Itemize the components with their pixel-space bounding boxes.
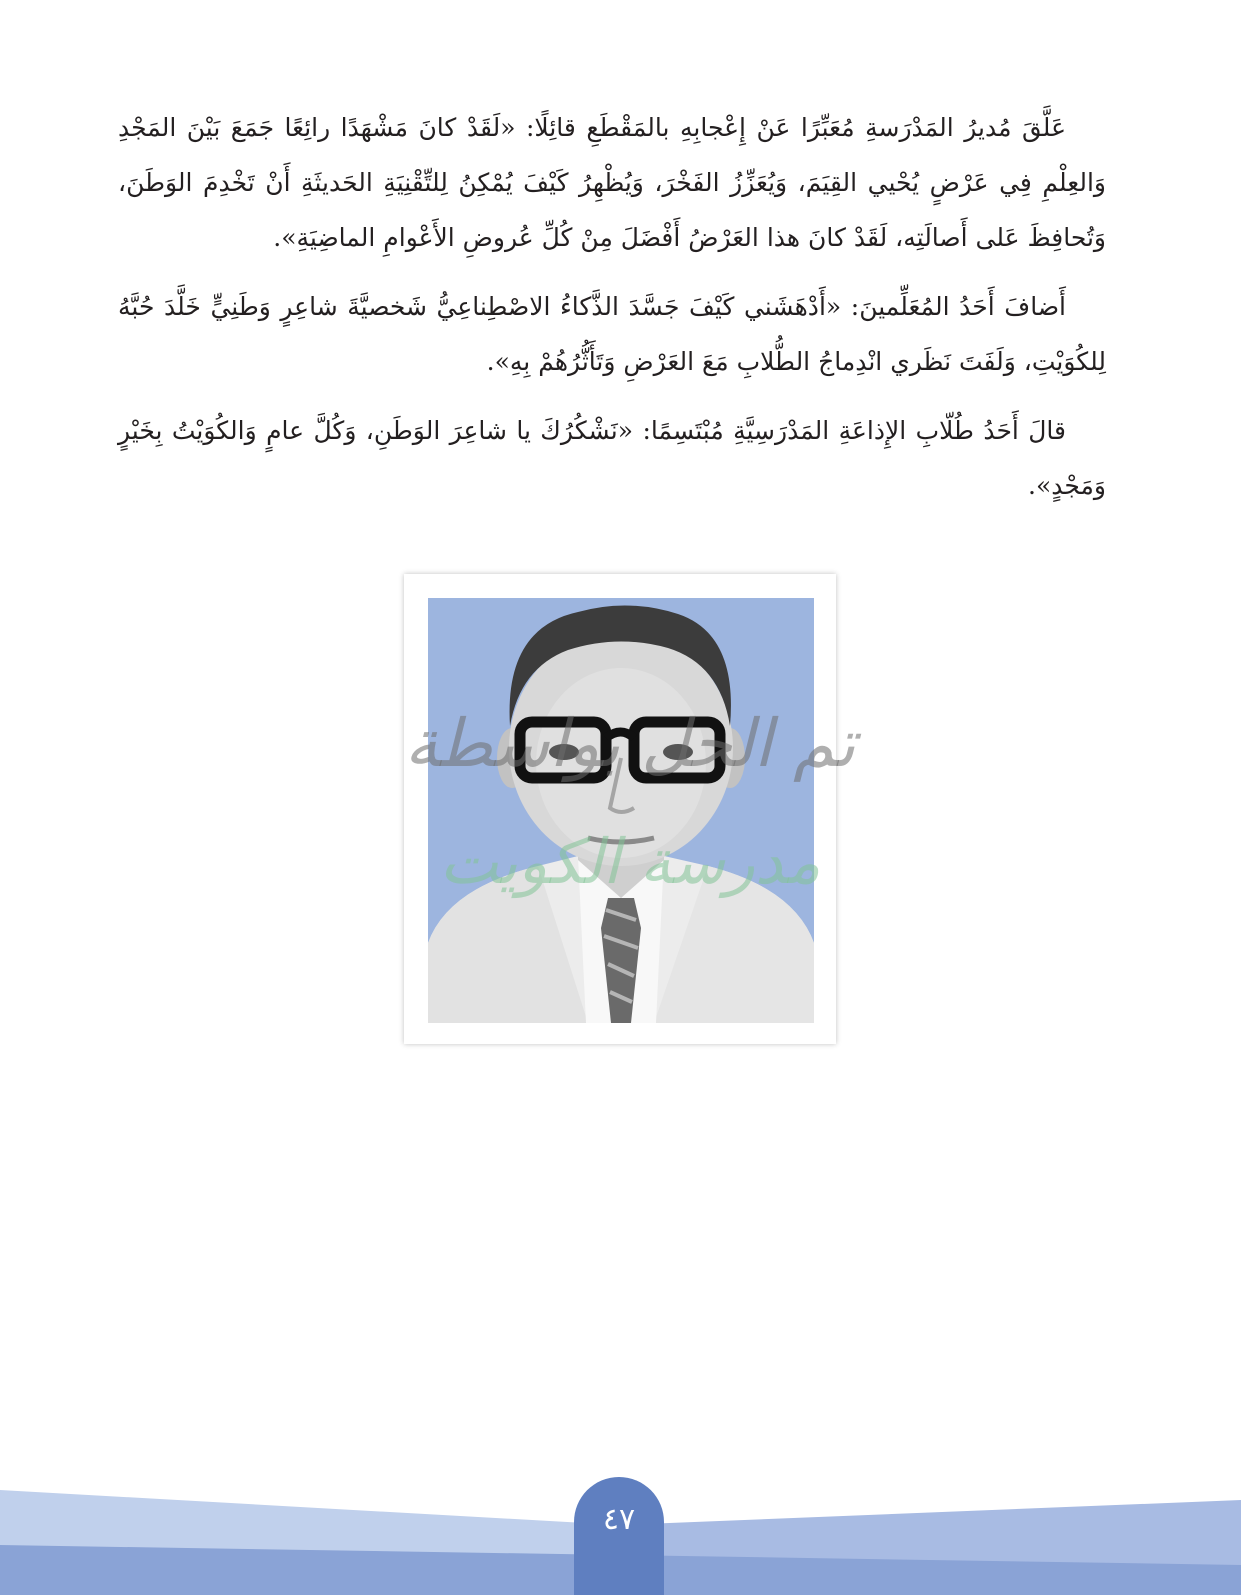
paragraph-principal-comment: عَلَّقَ مُديرُ المَدْرَسةِ مُعَبِّرًا عَنْ إِعْجابِهِ بالمَقْطَعِ قائِلًا: «لَقَدْ كانَ مَشْهَدًا رائِعًا جَمَعَ بَيْنَ المَجْدِ وَالعِلْمِ فِي عَرْضٍ يُحْيي القِيَمَ، وَيُعَزِّزُ الفَخْرَ، وَيُظْهِرُ كَيْفَ يُمْكِنُ لِلتِّقْنِيَةِ الحَديثَةِ أَنْ تَخْدِمَ الوَطَنَ، وَتُحافِظَ عَلى أَصالَتِه، لَقَدْ كانَ هذا العَرْضُ أَفْضَلَ مِنْ كُلِّ عُروضِ الأَعْوامِ الماضِيَةِ». <box>118 113 1106 252</box>
portrait-illustration <box>428 598 814 1023</box>
watermark-line-2: مدرسة الكويت <box>439 825 821 898</box>
portrait-photo <box>428 598 814 1023</box>
article-text <box>118 100 1106 527</box>
paragraph-teacher-comment: أَضافَ أَحَدُ المُعَلِّمينَ: «أَدْهَشَني كَيْفَ جَسَّدَ الذَّكاءُ الاصْطِناعِيُّ شَخصيَّةَ شاعِرٍ وَطَنِيٍّ خَلَّدَ حُبَّهُ لِلكُوَيْتِ، وَلَفَتَ نَظَري انْدِماجُ الطُّلابِ مَعَ العَرْضِ وَتَأَثُّرُهُمْ بِهِ». <box>118 292 1106 376</box>
paragraph-student-comment: قالَ أَحَدُ طُلّابِ الإِذاعَةِ المَدْرَسِيَّةِ مُبْتَسِمًا: «نَشْكُرُكَ يا شاعِرَ الوَطَنِ، وَكُلَّ عامٍ وَالكُوَيْتُ بِخَيْرٍ وَمَجْدٍ». <box>118 416 1106 500</box>
watermark-line-1: تم الحل بواسطة <box>404 705 856 782</box>
portrait-frame <box>404 574 836 1044</box>
page-number: ٤٧ <box>574 1477 664 1595</box>
